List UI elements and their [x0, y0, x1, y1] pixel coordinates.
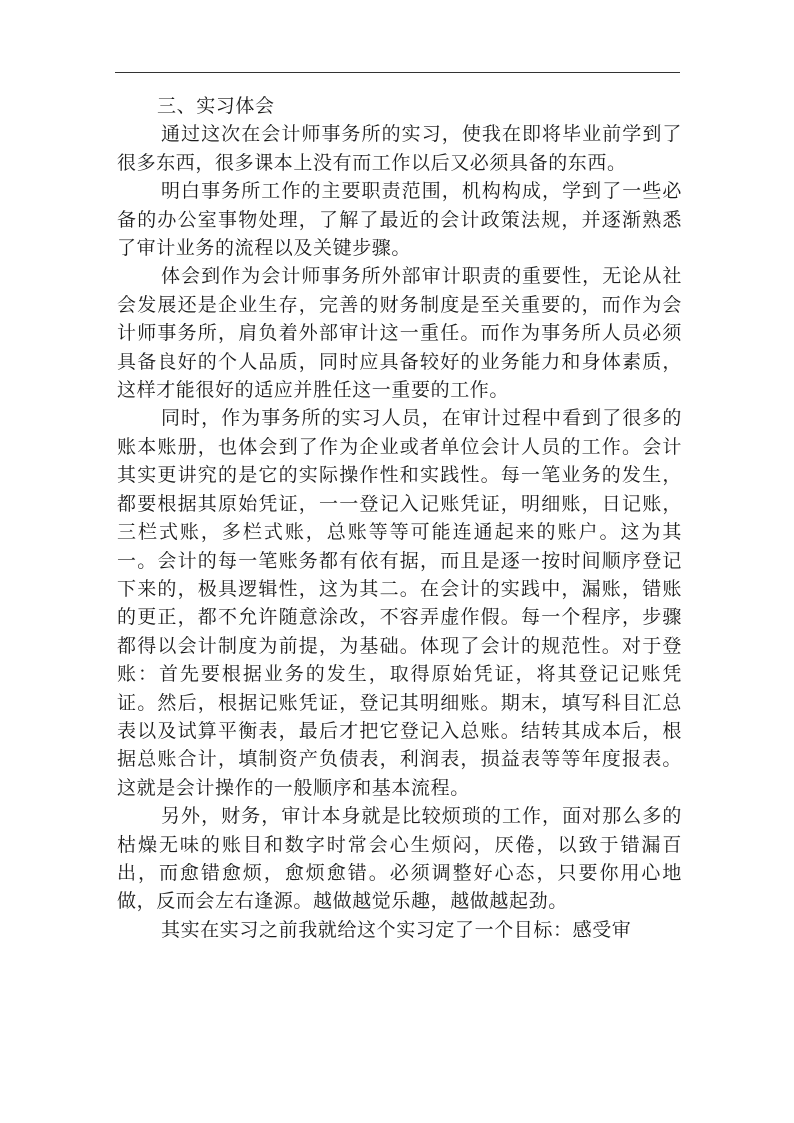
body-text — [117, 92, 682, 944]
header-rule — [115, 72, 680, 73]
paragraph-3: 体会到作为会计师事务所外部审计职责的重要性，无论从社会发展还是企业生存，完善的财务制度是至关重要的，而作为会计师事务所，肩负着外部审计这一重任。而作为事务所人员必须具备良好的个人品质，同时应具备较好的业务能力和身体素质，这样才能很好的适应并胜任这一重要的工作。 — [117, 265, 682, 402]
paragraph-4: 同时，作为事务所的实习人员，在审计过程中看到了很多的账本账册，也体会到了作为企业或者单位会计人员的工作。会计其实更讲究的是它的实际操作性和实践性。每一笔业务的发生，都要根据其原始凭证，一一登记入记账凭证，明细账，日记账，三栏式账，多栏式账，总账等等可能连通起来的账户。这为其一。会计的每一笔账务都有依有据，而且是逐一按时间顺序登记下来的，极具逻辑性，这为其二。在会计的实践中，漏账，错账的更正，都不允许随意涂改，不容弄虚作假。每一个程序，步骤都得以会计制度为前提，为基础。体现了会计的规范性。对于登账：首先要根据业务的发生，取得原始凭证，将其登记记账凭证。然后，根据记账凭证，登记其明细账。期末，填写科目汇总表以及试算平衡表，最后才把它登记入总账。结转其成本后，根据总账合计，填制资产负债表，利润表，损益表等等年度报表。这就是会计操作的一般顺序和基本流程。 — [117, 407, 682, 799]
section-heading: 三、实习体会 — [157, 95, 275, 117]
paragraph-6: 其实在实习之前我就给这个实习定了一个目标：感受审 — [161, 918, 632, 941]
paragraph-5: 另外，财务，审计本身就是比较烦琐的工作，面对那么多的枯燥无味的账目和数字时常会心生烦闷，厌倦，以致于错漏百出，而愈错愈烦，愈烦愈错。必须调整好心态，只要你用心地做，反而会左右逢源。越做越觉乐趣，越做越起劲。 — [117, 805, 682, 913]
paragraph-2: 明白事务所工作的主要职责范围，机构构成，学到了一些必备的办公室事物处理，了解了最近的会计政策法规，并逐渐熟悉了审计业务的流程以及关键步骤。 — [117, 180, 682, 260]
paragraph-1: 通过这次在会计师事务所的实习，使我在即将毕业前学到了很多东西，很多课本上没有而工作以后又必须具备的东西。 — [117, 123, 682, 174]
